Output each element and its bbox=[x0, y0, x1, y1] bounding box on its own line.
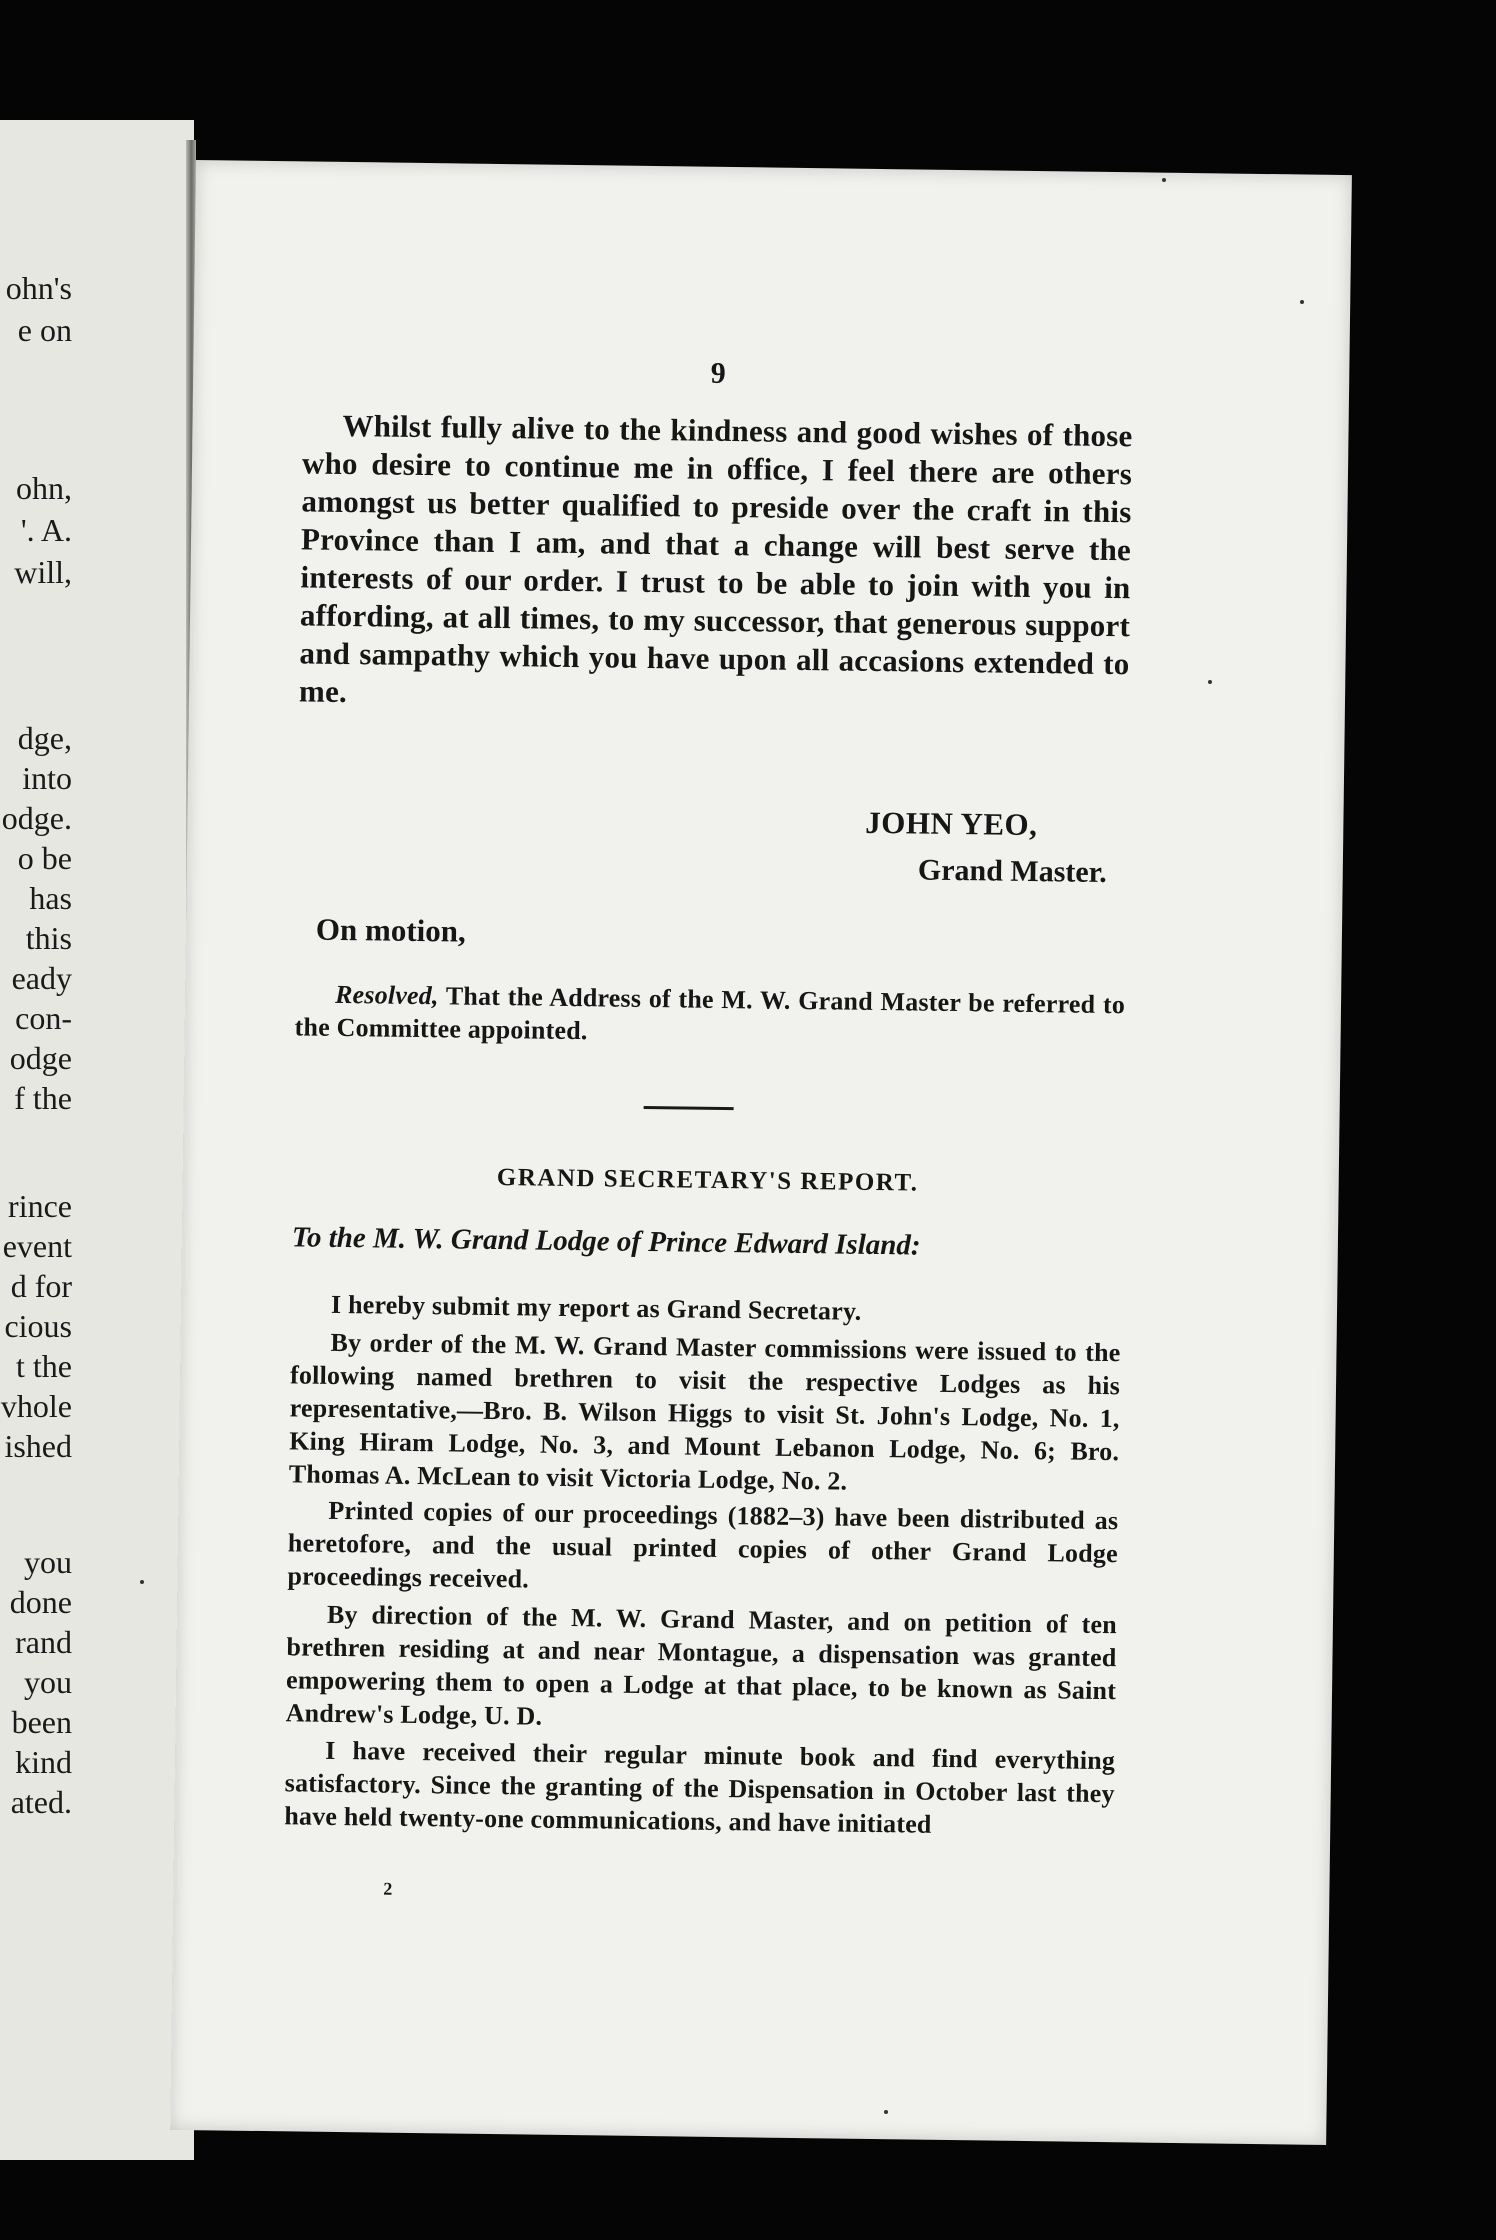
resolution-paragraph bbox=[294, 977, 1125, 1054]
main-page bbox=[170, 160, 1352, 2145]
left-line: d for bbox=[10, 1268, 72, 1304]
resolution-text: That the Address of the M. W. Grand Master be referred to the Committee appointed. bbox=[294, 981, 1126, 1046]
speck bbox=[140, 1580, 144, 1584]
left-line: odge. bbox=[1, 800, 72, 836]
report-paragraph: By order of the M. W. Grand Master commissions were issued to the following named brethren to visit the respective Lodges as his representative,—Bro. B. Wilson Higgs to visit St. John's Lodge, No. 1, King Hiram Lodge, No. 3, and Mount Lebanon Lodge, No. 6; Bro. Thomas A. McLean to visit Victoria Lodge, No. 2. bbox=[288, 1327, 1121, 1496]
report-salutation: To the M. W. Grand Lodge of Prince Edward Island: bbox=[291, 1221, 921, 1262]
left-line: has bbox=[29, 880, 72, 916]
closing-paragraph: Whilst fully alive to the kindness and good wishes of those who desire to continue me in office, I feel there are others amongst us better qualified to preside over the craft in this Province than I am, and that a change will best serve the interests of our order. I trust to be able to join with you in affording, at all times, to my successor, that generous support and sampathy which you have upon all accasions extended to me. bbox=[298, 407, 1133, 710]
left-line: you bbox=[24, 1544, 72, 1580]
left-line: been bbox=[11, 1704, 72, 1740]
left-line: rand bbox=[15, 1624, 72, 1660]
left-line: done bbox=[9, 1584, 72, 1620]
speck bbox=[1300, 300, 1304, 304]
signature-title: Grand Master. bbox=[917, 853, 1107, 889]
left-line: e on bbox=[17, 312, 72, 348]
left-line: vhole bbox=[0, 1388, 72, 1424]
printer-signature-mark: 2 bbox=[383, 1878, 393, 1899]
resolved-label: Resolved, bbox=[334, 979, 439, 1011]
left-line: event bbox=[2, 1228, 72, 1264]
report-paragraph: I hereby submit my report as Grand Secretary. bbox=[330, 1289, 862, 1326]
left-line: eady bbox=[11, 960, 72, 996]
report-paragraph: Printed copies of our proceedings (1882–3) have been distributed as heretofore, and the usual printed copies of other Grand Lodge proceedings received. bbox=[287, 1495, 1119, 1594]
speck bbox=[1208, 680, 1212, 684]
section-heading: GRAND SECRETARY'S REPORT. bbox=[496, 1164, 919, 1197]
left-line: o be bbox=[17, 840, 72, 876]
left-line: con- bbox=[15, 1000, 72, 1036]
left-line: kind bbox=[15, 1744, 72, 1780]
left-line: rince bbox=[8, 1188, 72, 1224]
report-paragraph: I have received their regular minute book and find everything satisfactory. Since the granting of the Dispensation in October last they have held twenty-one communications, and have initiated bbox=[284, 1735, 1116, 1839]
report-paragraph: By direction of the M. W. Grand Master, and on petition of ten brethren residing at and near Montague, a dispensation was granted empowering them to open a Lodge at that place, to be known as Saint Andrew's Lodge, U. D. bbox=[285, 1599, 1118, 1731]
left-line: '. A. bbox=[20, 512, 72, 548]
speck bbox=[1162, 178, 1166, 182]
left-line: will, bbox=[14, 554, 72, 590]
left-line: ated. bbox=[10, 1784, 72, 1820]
left-line: this bbox=[25, 920, 72, 956]
left-line: t the bbox=[16, 1348, 72, 1384]
on-motion-text: On motion, bbox=[315, 911, 467, 949]
left-facing-page bbox=[0, 120, 194, 2160]
left-line: ohn's bbox=[5, 270, 72, 306]
section-divider bbox=[644, 1106, 734, 1110]
left-line: into bbox=[22, 760, 72, 796]
left-line: dge, bbox=[17, 720, 72, 756]
left-line: ished bbox=[4, 1428, 72, 1464]
left-line: ohn, bbox=[16, 470, 72, 506]
left-line: f the bbox=[14, 1080, 72, 1116]
page-number: 9 bbox=[710, 356, 726, 390]
signature-name: JOHN YEO, bbox=[865, 804, 1038, 843]
left-line: cious bbox=[4, 1308, 72, 1344]
left-line: odge bbox=[9, 1040, 72, 1076]
left-line: you bbox=[24, 1664, 72, 1700]
speck bbox=[884, 2110, 888, 2114]
